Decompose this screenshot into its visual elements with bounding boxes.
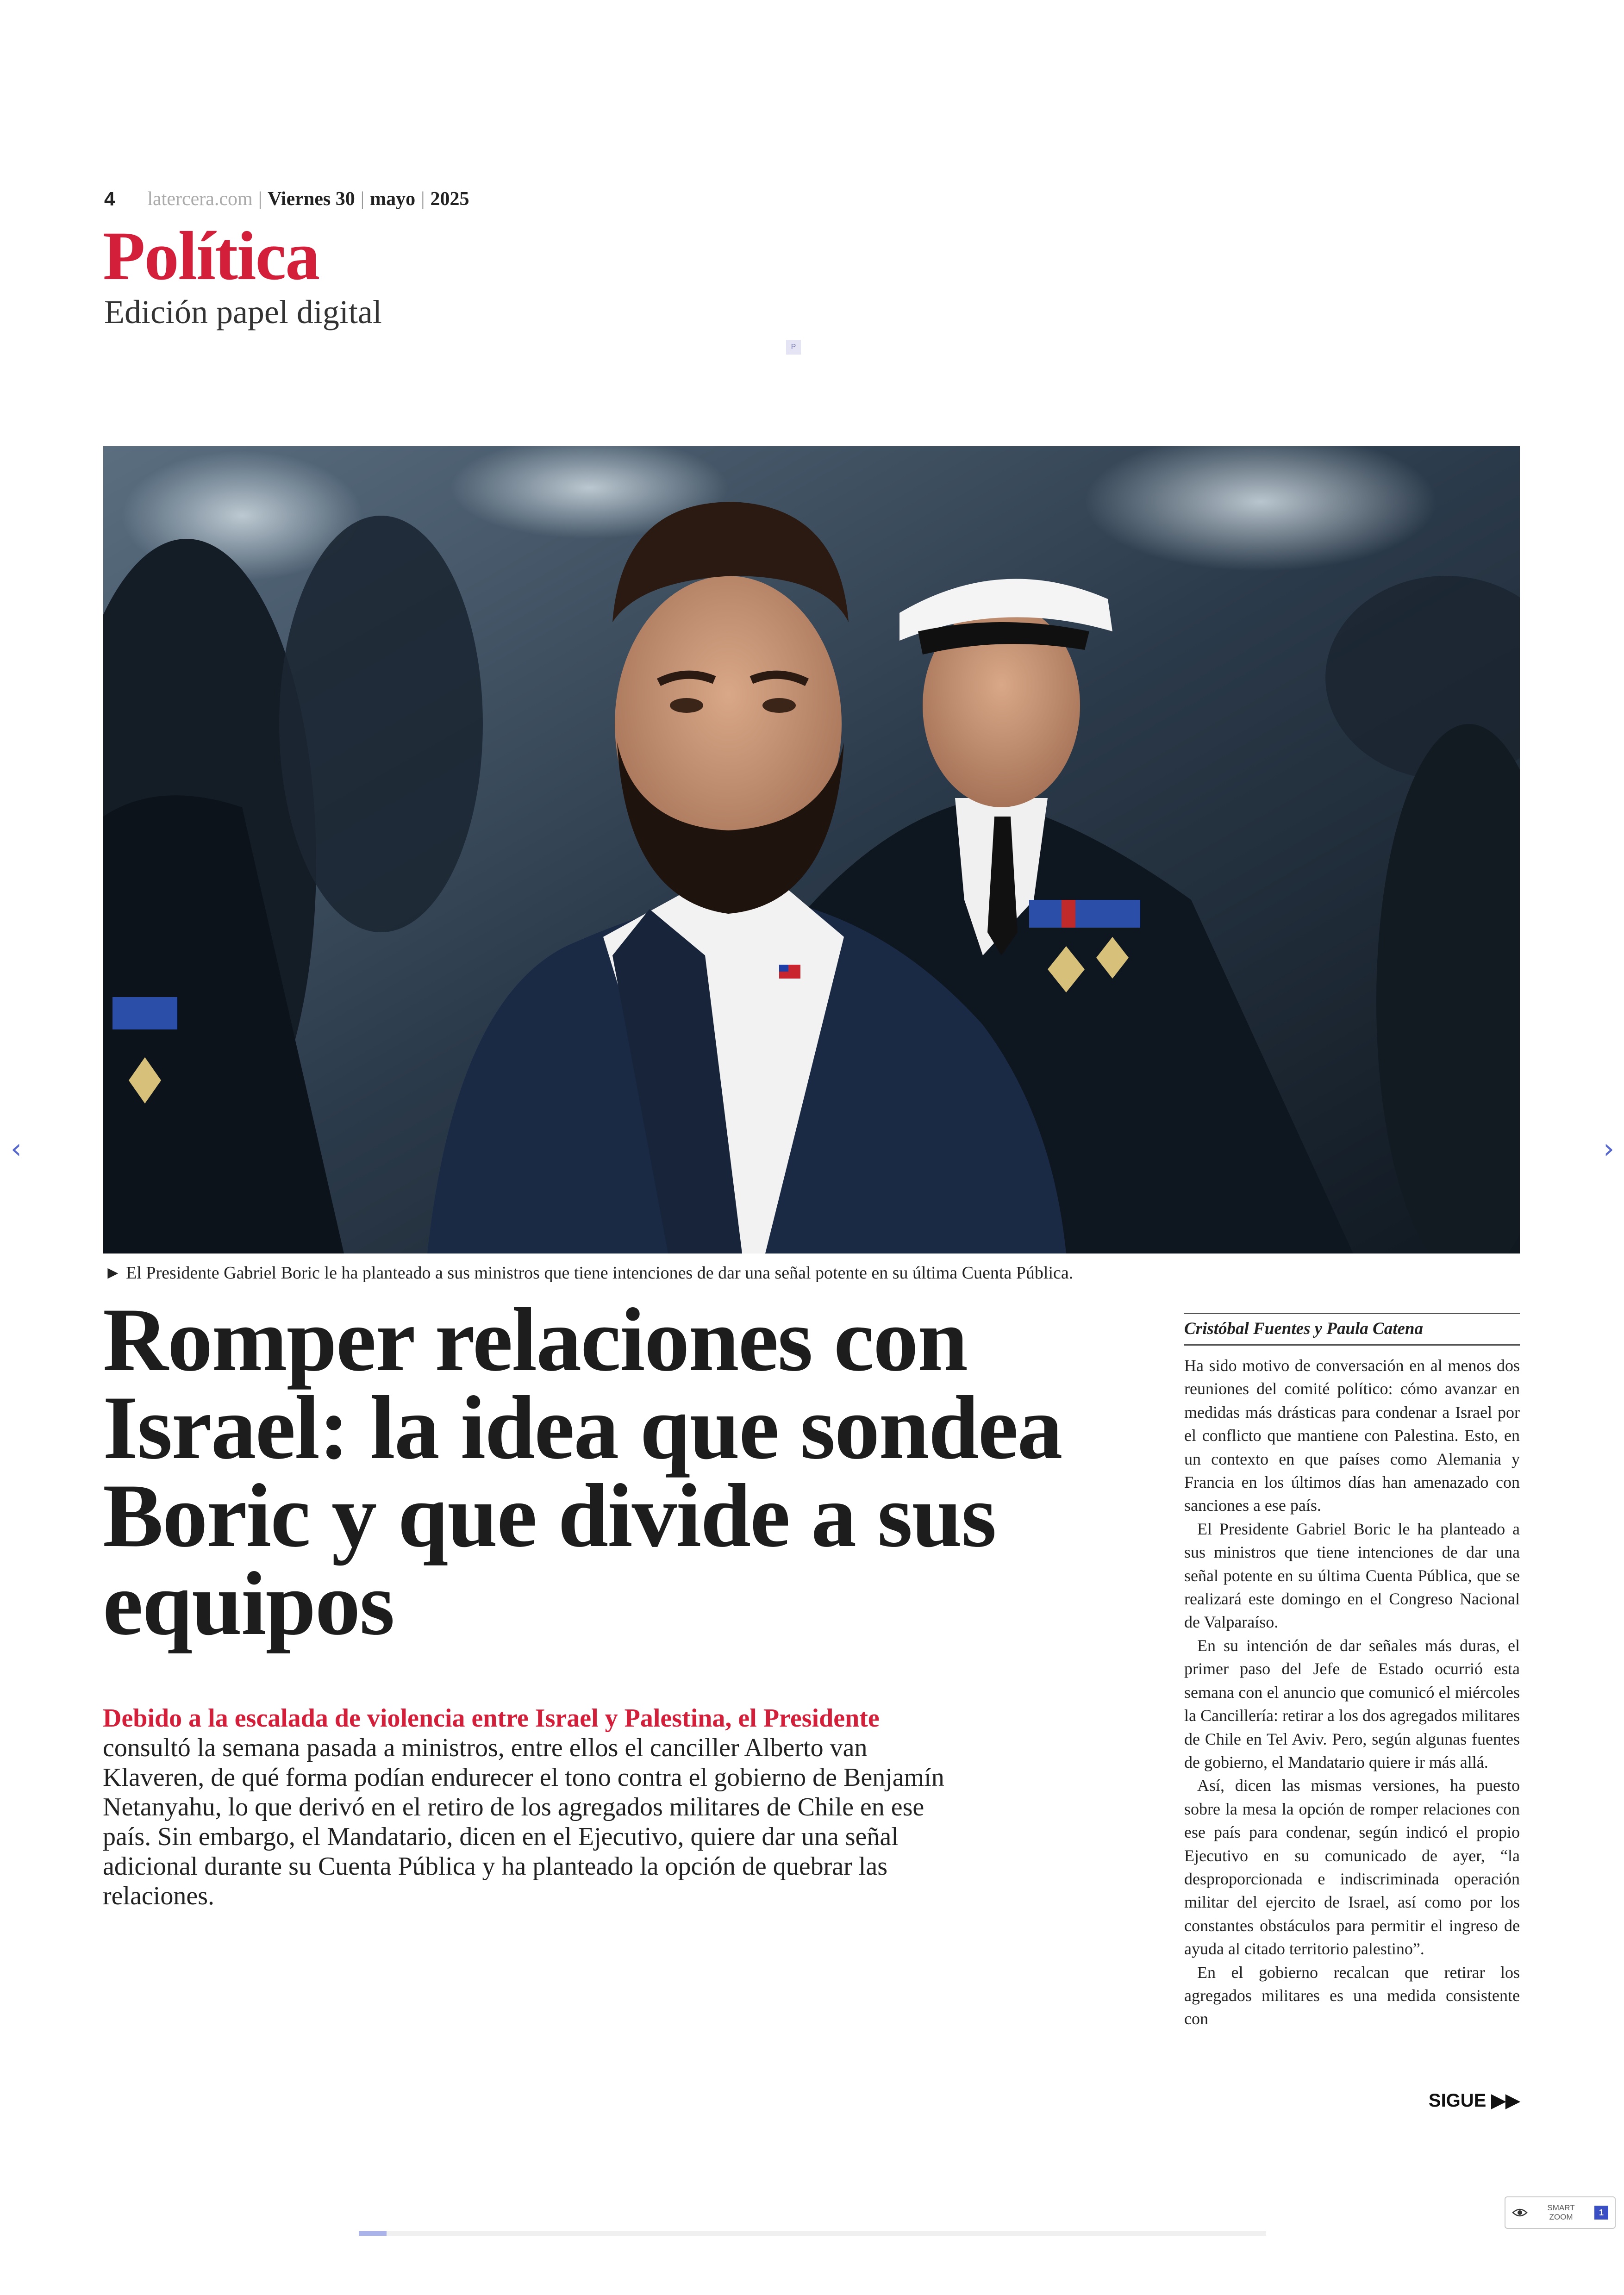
date-month: mayo xyxy=(370,188,416,210)
page-progress-track[interactable] xyxy=(359,2231,1266,2236)
continue-link[interactable]: SIGUE ▶▶ xyxy=(1428,2090,1520,2111)
byline-box xyxy=(1184,1313,1520,1346)
lead-paragraph xyxy=(103,1703,950,1911)
masthead xyxy=(104,185,469,213)
headline: Romper relaciones con Israel: la idea que sondea Boric y que divide a sus equipos xyxy=(103,1290,1062,1654)
body-paragraph: El Presidente Gabriel Boric le ha planteado a sus ministros que tiene intenciones de dar una señal potente en su última Cuenta Pública, que se realizará este domingo en el Congreso Nacional de Valparaíso. xyxy=(1184,1519,1520,1632)
ad-marker[interactable]: P xyxy=(786,340,801,355)
section-title: Política xyxy=(103,218,319,294)
eye-icon xyxy=(1512,2208,1528,2218)
smart-zoom-button[interactable] xyxy=(1505,2196,1616,2229)
body-paragraph: Ha sido motivo de conversación en al menos dos reuniones del comité político: cómo avanzar en medidas más drásticas para condenar a Israel por el conflicto que mantiene con Palestina. Esto, en un contexto en que países como Alemania y Francia en los últimos días han amenazado con sanciones a ese país. xyxy=(1184,1356,1520,1515)
body-paragraph: Así, dicen las mismas versiones, ha puesto sobre la mesa la opción de romper relaciones con ese país para condenar, según indicó el propio Ejecutivo en su comunicado de ayer, “la desproporcionada e indiscriminada operación militar del ejercito de Israel, así como por los constantes obstáculos para permitir el ingreso de ayuda al citado territorio palestino”. xyxy=(1184,1776,1520,1958)
prev-page-button[interactable] xyxy=(7,1130,25,1167)
page-number: 4 xyxy=(104,188,115,210)
smart-zoom-label-line1: SMART xyxy=(1547,2203,1575,2212)
separator: | xyxy=(360,188,365,210)
photo-illustration xyxy=(103,446,1520,1254)
lead-text: consultó la semana pasada a ministros, entre ellos el canciller Alberto van Klaveren, de qué forma podían endurecer el tono contra el gobierno de Benjamín Netanyahu, lo que derivó en el retiro de los agregados militares de Chile en ese país. Sin embargo, el Mandatario, dicen en el Ejecutivo, quiere dar una señal adicional durante su Cuenta Pública y ha planteado la opción de quebrar las relaciones. xyxy=(103,1734,944,1910)
body-paragraph: En su intención de dar señales más duras, el primer paso del Jefe de Estado ocurrió esta semana con el anuncio que comunicó el miércoles la Cancillería: retirar a los dos agregados militares de Chile en Tel Aviv. Pero, según algunas fuentes de gobierno, el Mandatario quiere ir más allá. xyxy=(1184,1636,1520,1771)
chevron-right-icon: › xyxy=(1603,1133,1614,1165)
date-day: Viernes 30 xyxy=(268,188,355,210)
separator: | xyxy=(258,188,262,210)
smart-zoom-label xyxy=(1540,2203,1582,2222)
separator: | xyxy=(421,188,425,210)
date-year: 2025 xyxy=(430,188,469,210)
photo-caption: ► El Presidente Gabriel Boric le ha planteado a sus ministros que tiene intenciones de dar una señal potente en su última Cuenta Pública. xyxy=(104,1263,1074,1283)
site-name: latercera.com xyxy=(147,188,253,210)
body-paragraph: En el gobierno recalcan que retirar los agregados militares es una medida consistente con xyxy=(1184,1963,1520,2028)
lead-highlight: Debido a la escalada de violencia entre Israel y Palestina, el Presidente xyxy=(103,1704,880,1733)
lead-photo xyxy=(103,446,1520,1254)
byline: Cristóbal Fuentes y Paula Catena xyxy=(1184,1319,1424,1338)
smart-zoom-badge: 1 xyxy=(1594,2206,1608,2220)
smart-zoom-label-line2: ZOOM xyxy=(1549,2213,1573,2221)
article-body xyxy=(1184,1354,1520,2031)
next-page-button[interactable] xyxy=(1599,1130,1618,1167)
chevron-left-icon: ‹ xyxy=(11,1133,22,1165)
edition-label: Edición papel digital xyxy=(104,293,382,331)
page-progress-fill xyxy=(359,2231,387,2236)
